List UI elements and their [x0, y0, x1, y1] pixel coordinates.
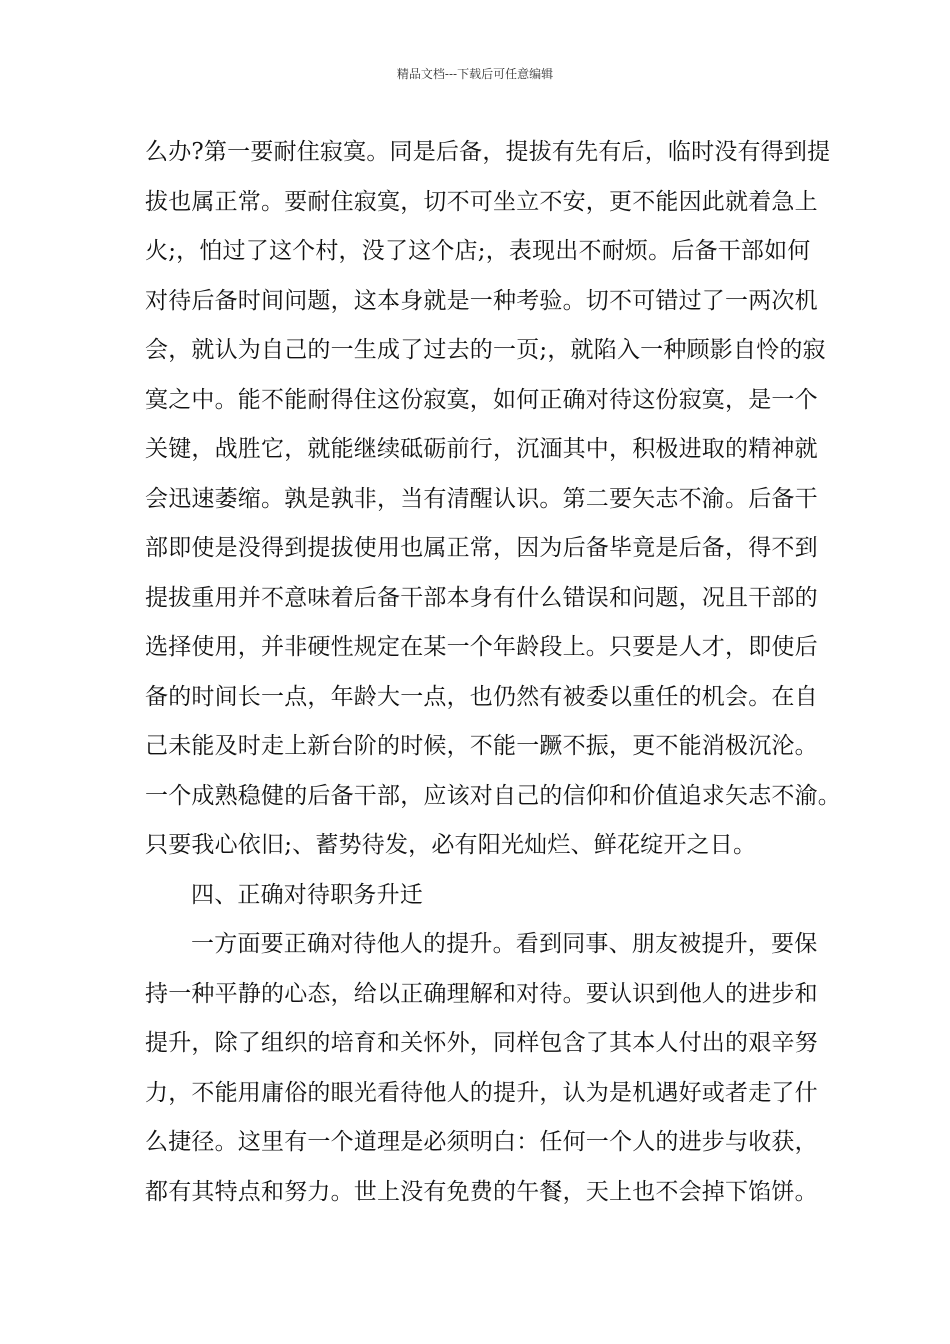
text-line: 会迅速萎缩。孰是孰非，当有清醒认识。第二要矢志不渝。后备干 [145, 485, 818, 512]
text-line: 么办?第一要耐住寂寞。同是后备，提拔有先有后，临时没有得到提 [145, 139, 831, 165]
text-line: 关键，战胜它，就能继续砥砺前行，沉湎其中，积极进取的精神就 [145, 436, 818, 462]
text-line: 拔也属正常。要耐住寂寞，切不可坐立不安，更不能因此就着急上 [145, 188, 818, 215]
text-line: 火;，怕过了这个村，没了这个店;，表现出不耐烦。后备干部如何 [145, 238, 811, 264]
text-line: 选择使用，并非硬性规定在某一个年龄段上。只要是人才，即使后 [145, 634, 818, 660]
text-line: 己未能及时走上新台阶的时候，不能一蹶不振，更不能消极沉沦。 [145, 733, 818, 759]
text-line: 寞之中。能不能耐得住这份寂寞，如何正确对待这份寂寞，是一个 [145, 386, 818, 413]
text-line: 部即使是没得到提拔使用也属正常，因为后备毕竟是后备，得不到 [145, 535, 818, 561]
text-line: 备的时间长一点，年龄大一点，也仍然有被委以重任的机会。在自 [145, 683, 818, 710]
text-line: 都有其特点和努力。世上没有免费的午餐，天上也不会掉下馅饼。 [145, 1178, 818, 1205]
text-line: 提拔重用并不意味着后备干部本身有什么错误和问题，况且干部的 [145, 584, 818, 611]
section-heading: 四、正确对待职务升迁 [191, 881, 423, 908]
text-line: 对待后备时间问题，这本身就是一种考验。切不可错过了一两次机 [145, 287, 818, 314]
text-line: 会，就认为自己的一生成了过去的一页;，就陷入一种顾影自怜的寂 [145, 337, 826, 363]
paragraph-first-line: 一方面要正确对待他人的提升。看到同事、朋友被提升，要保 [191, 931, 818, 957]
document-body [145, 132, 841, 1221]
text-line: 么捷径。这里有一个道理是必须明白：任何一个人的进步与收获， [145, 1129, 818, 1155]
text-line: 力，不能用庸俗的眼光看待他人的提升，认为是机遇好或者走了什 [145, 1079, 818, 1106]
text-line: 持一种平静的心态，给以正确理解和对待。要认识到他人的进步和 [145, 980, 818, 1007]
text-line: 提升，除了组织的培育和关怀外，同样包含了其本人付出的艰辛努 [145, 1030, 818, 1056]
page-header: 精品文档---下载后可任意编辑 [396, 67, 554, 81]
text-line: 只要我心依旧;、蓄势待发，必有阳光灿烂、鲜花绽开之日。 [145, 832, 757, 858]
text-line: 一个成熟稳健的后备干部，应该对自己的信仰和价值追求矢志不渝。 [145, 782, 841, 809]
